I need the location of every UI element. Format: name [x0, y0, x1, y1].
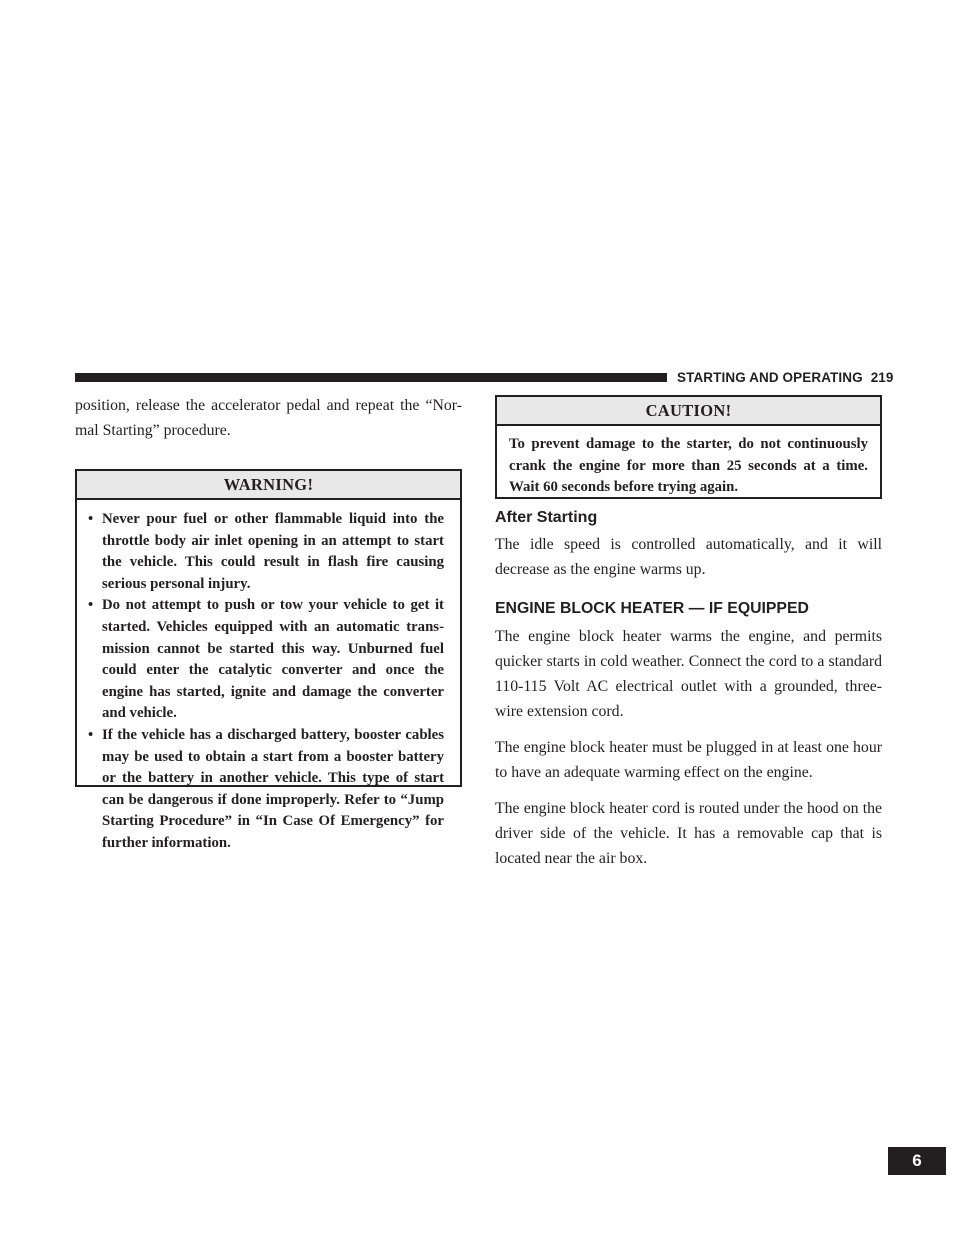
warning-box	[75, 469, 462, 851]
warning-item-text: If the vehicle has a discharged battery, booster cables may be used to obtain a start from a booster battery or the battery in another vehicle. This type of start can be dangerous if done improperly. Refer to “Jump Starting Procedure” in “In Case Of Emergency” for further information.	[102, 726, 444, 851]
warning-list	[77, 500, 460, 855]
after-starting-heading: After Starting	[495, 509, 598, 526]
warning-title: WARNING!	[77, 471, 460, 500]
warning-item-text: Never pour fuel or other flammable liquid into the throttle body air inlet opening in an attempt to start the vehicle. This could result in flash fire causing serious personal injury.	[102, 511, 444, 592]
warning-item	[88, 509, 444, 595]
caution-box	[495, 395, 882, 499]
after-starting-text: The idle speed is controlled automatically, and it will decrease as the engine warms up.	[495, 536, 882, 578]
intro-paragraph	[75, 393, 462, 443]
bullet-icon: •	[88, 597, 94, 614]
chapter-tab: 6	[888, 1147, 946, 1175]
left-column	[75, 393, 462, 851]
caution-title: CAUTION!	[497, 397, 880, 426]
intro-line-1: position, release the accelerator pedal and repeat the “Nor-	[75, 397, 462, 414]
right-column	[495, 393, 882, 882]
bullet-icon: •	[88, 726, 94, 743]
header-rule	[75, 373, 667, 382]
section-title: STARTING AND OPERATING	[677, 370, 863, 385]
warning-item-text: Do not attempt to push or tow your vehicle to get it started. Vehicles equipped with an automatic trans-mission cannot be started this way. Unburned fuel could enter the catalytic converter and once the engine has started, ignite and damage the converter and vehicle.	[102, 597, 444, 722]
caution-text: To prevent damage to the starter, do not continuously crank the engine for more than 25 seconds at a time. Wait 60 seconds before trying again.	[509, 436, 868, 496]
block-heater-paragraph-1: The engine block heater warms the engine, and permits quicker starts in cold weather. Connect the cord to a standard 110-115 Volt AC electrical outlet with a grounded, three-wire extension cord.	[495, 628, 882, 720]
warning-item	[88, 725, 444, 855]
warning-item	[88, 595, 444, 725]
bullet-icon: •	[88, 511, 94, 527]
intro-line-2: mal Starting” procedure.	[75, 422, 231, 439]
block-heater-paragraph-3: The engine block heater cord is routed under the hood on the driver side of the vehicle. It has a removable cap that is located near the air box.	[495, 800, 882, 867]
block-heater-heading: ENGINE BLOCK HEATER — IF EQUIPPED	[495, 600, 809, 617]
running-header	[677, 369, 894, 387]
block-heater-paragraph-2: The engine block heater must be plugged in at least one hour to have an adequate warming effect on the engine.	[495, 739, 882, 781]
page-number: 219	[870, 370, 894, 385]
